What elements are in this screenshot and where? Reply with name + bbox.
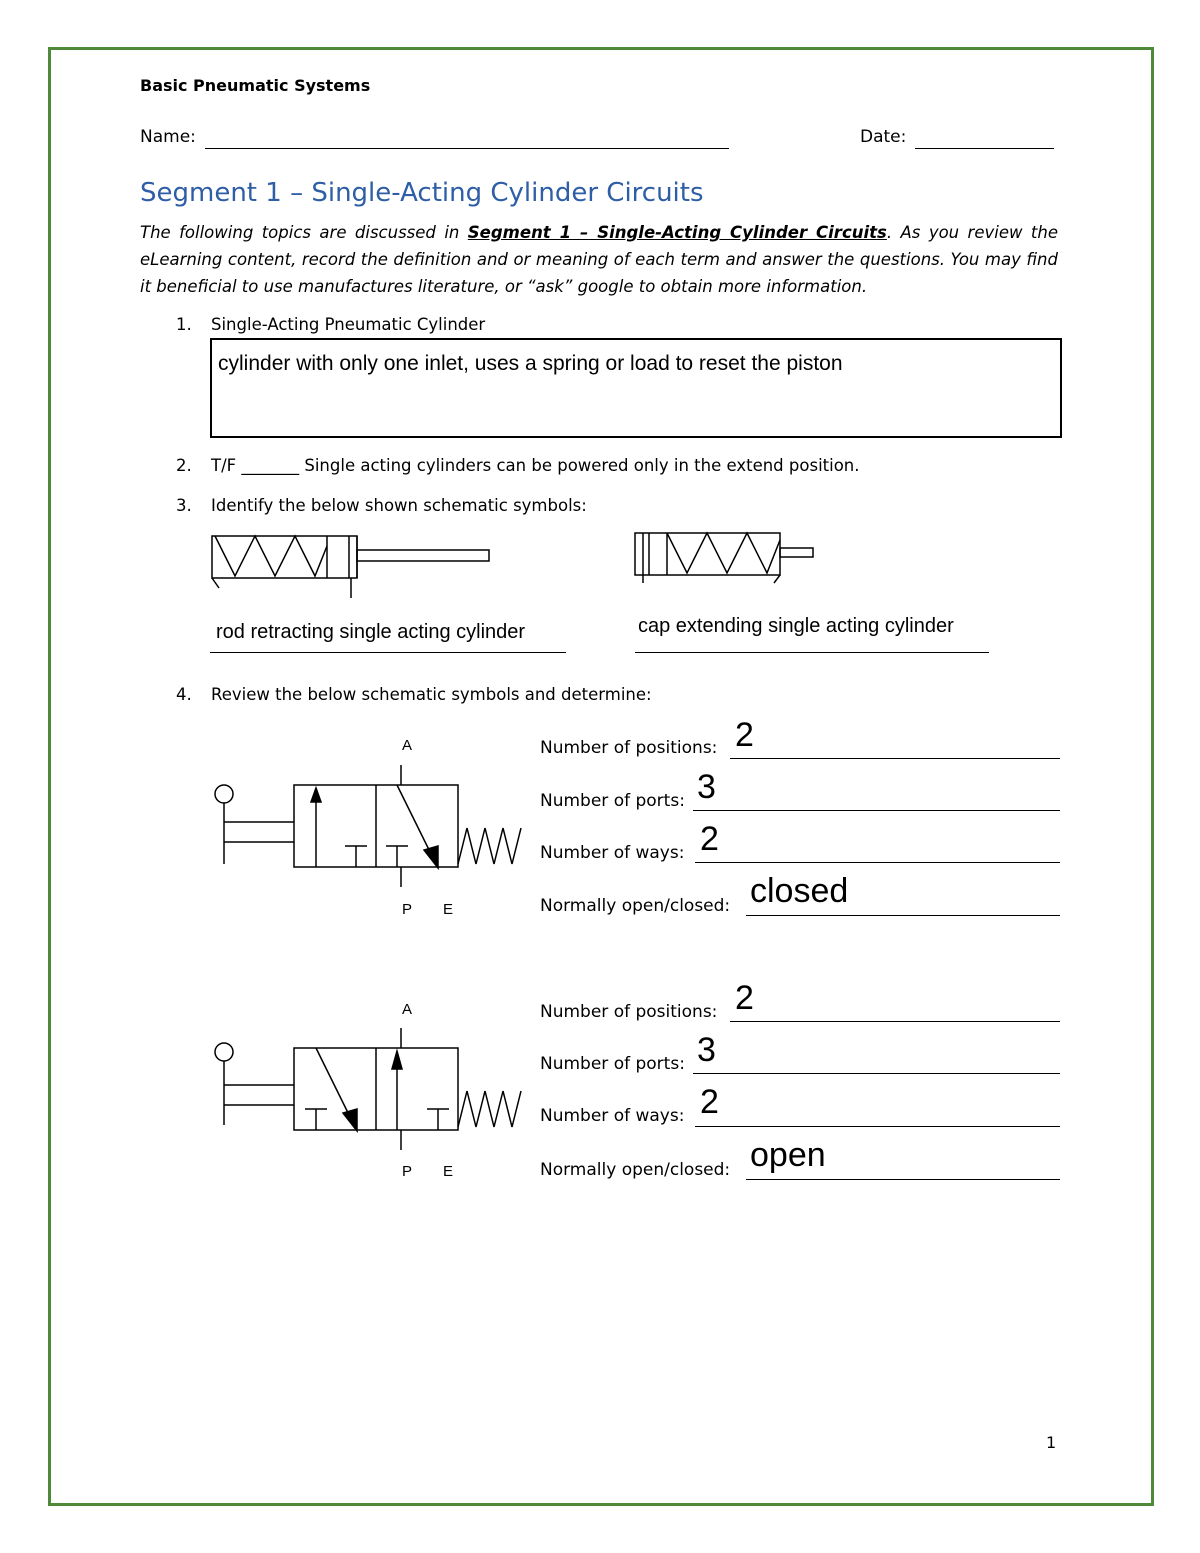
v1-normal-label: Normally open/closed:: [540, 896, 731, 916]
q1-number: 1.: [176, 315, 192, 334]
valve2-port-p: P: [402, 1163, 413, 1180]
q4-text: Review the below schematic symbols and determine:: [211, 685, 652, 704]
segment-title: Segment 1 – Single-Acting Cylinder Circuits: [140, 178, 704, 208]
q2-text: T/F _______ Single acting cylinders can be powered only in the extend position.: [211, 456, 860, 475]
valve2-port-a: A: [402, 1001, 413, 1018]
v2-normal-label: Normally open/closed:: [540, 1160, 731, 1180]
q1-answer-box[interactable]: [210, 338, 1062, 438]
cap-extending-cylinder-symbol: [630, 528, 820, 588]
v1-ports-line[interactable]: [693, 790, 1060, 811]
q3-right-answer-line[interactable]: [635, 640, 989, 653]
v1-ways-line[interactable]: [695, 842, 1060, 863]
valve1-port-a: A: [402, 737, 413, 754]
course-header: Basic Pneumatic Systems: [140, 76, 371, 95]
page-number: 1: [1046, 1433, 1057, 1452]
v1-positions-value: 2: [735, 716, 754, 754]
v2-positions-label: Number of positions:: [540, 1002, 718, 1022]
valve1-port-p: P: [402, 901, 413, 918]
rod-retracting-cylinder-symbol: [205, 528, 505, 608]
name-field[interactable]: [205, 128, 729, 149]
v1-positions-label: Number of positions:: [540, 738, 718, 758]
name-label: Name:: [140, 127, 196, 147]
date-field[interactable]: [915, 128, 1054, 149]
v1-ports-label: Number of ports:: [540, 791, 685, 811]
q1-text: Single-Acting Pneumatic Cylinder: [211, 315, 486, 334]
intro-paragraph: The following topics are discussed in Segment 1 – Single-Acting Cylinder Circuits. As you review the eLearning content, record the definition and or meaning of each term and answer the questions. You may find it beneficial to use manufactures literature, or “ask” google to obtain more information.: [140, 223, 1058, 296]
q3-left-answer-line[interactable]: [210, 640, 566, 653]
v1-ways-label: Number of ways:: [540, 843, 685, 863]
v2-ways-label: Number of ways:: [540, 1106, 685, 1126]
date-label: Date:: [860, 127, 907, 147]
v1-normal-value: closed: [750, 872, 849, 910]
v1-positions-line[interactable]: [730, 738, 1060, 759]
v2-positions-line[interactable]: [730, 1001, 1060, 1022]
valve2-port-e: E: [443, 1163, 454, 1180]
v1-ways-value: 2: [700, 820, 719, 858]
v2-ports-label: Number of ports:: [540, 1054, 685, 1074]
valve1-symbol: [205, 760, 535, 890]
v2-ports-line[interactable]: [693, 1053, 1060, 1074]
q3-left-answer: rod retracting single acting cylinder: [216, 621, 526, 643]
q4-number: 4.: [176, 685, 192, 704]
q3-number: 3.: [176, 496, 192, 515]
v2-ways-value: 2: [700, 1083, 719, 1121]
v2-normal-value: open: [750, 1136, 826, 1174]
valve2-symbol: [205, 1023, 535, 1153]
q3-text: Identify the below shown schematic symbols:: [211, 496, 587, 515]
v2-ways-line[interactable]: [695, 1106, 1060, 1127]
valve1-port-e: E: [443, 901, 454, 918]
v1-ports-value: 3: [697, 768, 716, 806]
v2-positions-value: 2: [735, 979, 754, 1017]
q1-answer: cylinder with only one inlet, uses a spring or load to reset the piston: [218, 352, 843, 375]
v2-ports-value: 3: [697, 1031, 716, 1069]
q2-number: 2.: [176, 456, 192, 475]
segment-reference: Segment 1 – Single-Acting Cylinder Circuits: [467, 223, 887, 242]
q3-right-answer: cap extending single acting cylinder: [638, 615, 954, 637]
